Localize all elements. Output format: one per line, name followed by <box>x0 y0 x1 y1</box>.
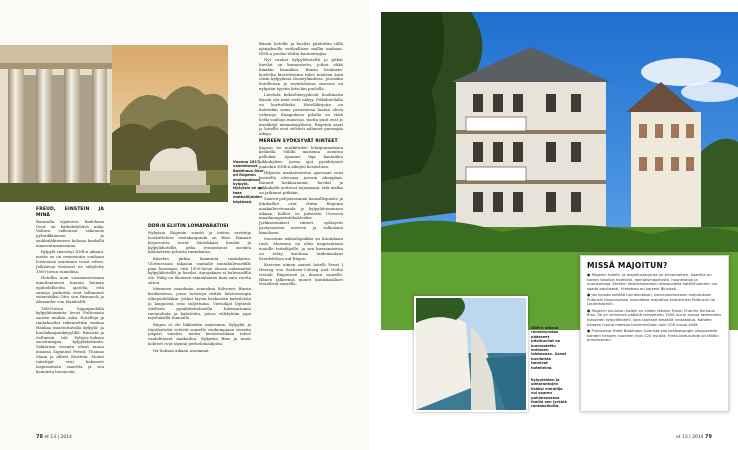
section-heading: DDR:N ELIITIN LOMAPARATIISI <box>148 224 229 229</box>
box-item: ● Putbusissa Hotel Badehaus Goorista saa kesäsesongin ulkopuolella kahden hengen huoneen noin 120 eurolla. Hinta-laatusuhde on tällöin erinomainen. <box>587 328 719 343</box>
paragraph: Itä-Saksan aikaan useimmat <box>153 347 209 353</box>
accommodation-info-box <box>580 255 729 412</box>
paragraph: Menneen maailman tunnelma hälvenee Binzin keskustassa, jossa turisteja riittää kesäsesongin ulkopuolellakin. Jotkut täysin keskustan kahviloista ja kaupoista ovat suljettuina. Vierailijat löytävät edelleen pysäköintialueella lukemattomia ravintoloita ja kahviloita, joissa viihdytään jopa myöhäisillä tunneilla. <box>148 286 251 321</box>
badehaus-illustration <box>0 45 228 202</box>
box-item: ● Rügenin kuuluisin hotelli on viiden tähden Travel Charme Kurhaus Binz. Se on viimeisen pääallä remontoitu 1900-luvun alussa rakennettu klassinen kylpylähotelli, joka sijaitsee keskellä rantakatua. Kahden hengen huone maksaa halvimmillaan noin 200 euroa yöltä. <box>587 308 722 327</box>
paragraph: Saaren pohjoisrannan kansallispuisto ja liitukalliot ovat eliitin Rügenin matkailuvetonaula jo kylpylätoiminnan aikaan. Kalliot on julistettu Unescon maailmanperintökohteeksi. Jyrkkäseinäiset rinteet syöksyvät pystysuorina mereen ja valkoisina kimaltaen. <box>259 196 343 235</box>
inset-caption: DDR:n aikana ränsistymään päässeet pitsihuvilat on kunnostettu entiseen loistoonsa. Useat huviloista toimivat hotelleina. <box>531 326 567 370</box>
left-column-1 <box>36 206 104 376</box>
paragraph: Nyt vanhat kylpylähotellit ja pitkät huvilat on kunnostettu, jotkut ehkä liiankin kauniiksi. Binzin keskusta-korttelia kiertelessäni tulee mieleen kuin olisin kylpylässä Disneylandissa. Joissakin hotelleissa ja ravintoloissa sisustus on nykyään tyystin kitschin puolella. <box>259 57 343 92</box>
paragraph: Rügen ei ole liikkeiden maisemaa. Kylpylät ja täysihoitolat vetävät saarelle vanhempiaan vieraita ympäri vuoden, mutta kesäsesonkina talvet vauhdittavat matkailua. Nykyisin Binz ja muut kohteet ovat täynnä perhelomailijoita. <box>148 321 251 347</box>
paragraph: Suosituin näköalapaikka on Kuninkaan tuoli. Maisema on ollut inspiraationa monille taiteilijoille, ja sen kuvaamisesta on tehty kuuluisa taidemaalaus Kreidefelsen auf Rügen. <box>259 236 343 261</box>
paragraph: Kapeat tie mutkittelee lehtipuumetsien keskellä. Välillä maisema avautuu pelloiksi. Ajamme läpi kauniiden pikkukylien, joissa ajat pysähtyneet jonnekin DDR:n aikojen kesiestoon. <box>259 144 343 169</box>
page-number: 78 <box>36 434 43 440</box>
cliff-inset-photo <box>414 296 528 412</box>
photo-caption: Vuonna 1817 valmistunut Badehaus Goor oli Rügenin ensimmäinen kylpylä. Nykyisin se on taas matkailijoiden käytössä. <box>233 160 264 204</box>
inset-caption-2: Kylpylöiden ja uimarantojen lisäksi vierailija voi saaren pohjoisosassa ihailla sen jyrkkiä rantakallioita. <box>531 378 567 409</box>
left-column-2 <box>148 223 251 355</box>
cliff-illustration <box>416 298 526 410</box>
section-heading: MEREEN SYÖKSYVÄT RINTEET <box>259 138 338 144</box>
paragraph: 1800-luvun loppupuolella kylpylätoiminta levisi Putbusista saaren muihin osiin. Hotelleja ja rantahuvilat rakennettiin vanhaa Hankaa muistuttavalla kylpylä- ja huvilakaupunkityylillä. Binzistä ja Sellinistä tuli Pohjois-Saksan suosituimpia kylpyläkohteita. Vakituisia vieraita olivat muun muassa Sigmund Freud, Thomas Mann ja Albert Einstein. Monet taiteilijat ovat hakeneet inspiraatiota saarelta ja sen kauniista luonnosta. <box>36 305 104 374</box>
issue-label: et 13 | 2014 <box>44 435 72 440</box>
box-item: ● Jos haluaa viettää tunnelmaisen, karnevaalimaisen majoituksen Putbusin kaupungissa, kannattaa majoittua esimerkiksi Putbusiin tai Lauterbachiin. <box>587 293 716 307</box>
badehaus-photo <box>0 45 228 202</box>
paragraph: Ramsalla sijaitseva Badehaus Goor on hätkähdyttävä näky. Valtava valkoinen rakennus pylväikköineen ja suihkulähteineen kohoaa keskellä maaseutumaisemaa. <box>36 218 104 248</box>
page-folio-right <box>676 434 712 440</box>
paragraph: Kreivien nimen saanut hotelli Ernst I Herzog von Sachsen-Coburg und Gotha vieraili Rügenissä ja ihastui saarelle. Hänen jälkeensä monet kuninkaalliset vierailivat saarella. <box>259 262 343 287</box>
paragraph: Lievästä kekseliäisyydestä huolimatta Binzin ohi niitä vielä näkyy. Pitkähuvilalla on korttelikoko. Hotellikirjoiin on kuitenkin sama perustavaa laatua oleva valintoja. Kampuksen pihalla on vielä hetki vanhoja muistoja, mutta puut ovat jo merkkejä menneisyydestä. Rügenin saari ja hotellit ovat selvästi nähneet parempia aikoja. <box>259 92 343 137</box>
paragraph: Hotellin noin vastaanotossaan ainutlaatuisen tunnun hieman epätodelliselta ajatella, että samoja parkettia ovat tallanneet esimerkiksi Otto von Bismarck ja Alexander von Humboldt. <box>36 274 104 305</box>
left-column-3 <box>259 42 343 289</box>
paragraph: Kävelen pitkin lämmintä rantakatua. Ulottuessani takaisin vanhalle rantabulevardille pian huomaan, että 1900-luvun alussa rakennetut kylpylähotellit ja huvilat. Autojakaan ei bulevardilla ole. Näky on ilmeisen samanlainen kuin sata vuotta sitten. <box>148 255 251 286</box>
paragraph: Kylpylä ränsistyi DDR:n aikana, mutta se on remontoitu vanhaan loistoonsa muutama vuosi sitten. Julkisivua ilostuvat ne säilytetty 1800-luvun tunnelma. <box>36 249 104 274</box>
page-number: 79 <box>704 434 712 440</box>
page-folio-left <box>36 434 72 440</box>
section-heading: FREUD, EINSTEIN JA MINÄ <box>36 207 104 218</box>
box-title: MISSÄ MAJOITUN? <box>587 261 668 270</box>
paragraph: Binzin hotellit ja huvilat päätettiin tällä ajanjaksolla sotilaallisen mallin mukaan. DDR:n puolue-eliitin kuntouttajiin. <box>259 41 343 56</box>
issue-label: et 13 | 2014 <box>676 435 704 440</box>
paragraph: Hiljaista maalaisseutua ajaessani voisi kuvitella olevansa jossain idempänä. Kauniit hiekkarannat, huvilat ja pikkukylät auttavat tajuamaan, että matka on jatkunut pitkään. <box>259 170 343 195</box>
paragraph: Nykyisin Rügenin suurin ja eniten turisteja houkutteleva rantakaupunki on Binz. Rannan kirjavuutta toivat loistokkaat huvilat ja kylpylähotellit, jotka reunustavat useiden kilometrien pituista rantakatua. <box>148 230 251 255</box>
box-items <box>587 273 722 343</box>
box-item: ● Rügenin hotelli- ja majoitustarjonta on erinomainen. Saarella on kaiken tasoisia hotelleja, aamiaismajoitusta, huoneistoja ja nuorisomaja. Etenkin keskikaukaisten ulkopuolella hotellihuoneen voi saada edullisesti. Hintataso on korkein Binzissä. <box>587 273 718 291</box>
